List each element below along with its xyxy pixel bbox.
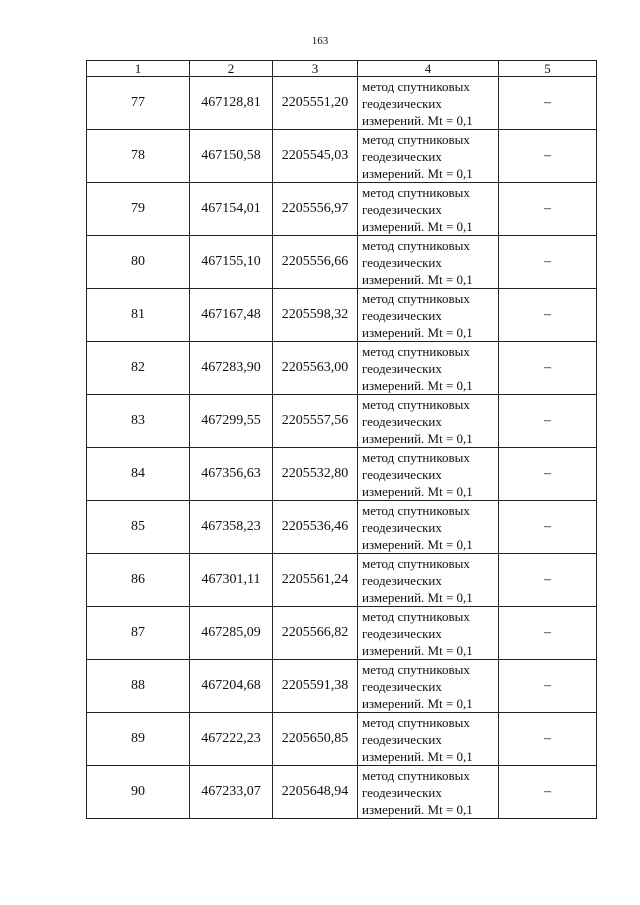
coordinates-table <box>86 60 597 819</box>
point-number-cell: 77 <box>87 77 190 130</box>
column-header-2: 2 <box>190 61 273 77</box>
method-line: измерений. Mt = 0,1 <box>362 324 473 340</box>
x-coordinate-cell: 467233,07 <box>190 766 273 819</box>
note-cell: – <box>499 183 597 236</box>
method-line: метод спутниковых <box>362 184 470 200</box>
table-row <box>87 766 597 819</box>
note-cell: – <box>499 660 597 713</box>
table-row <box>87 77 597 130</box>
y-coordinate-cell: 2205598,32 <box>273 289 358 342</box>
method-line: метод спутниковых <box>362 290 470 306</box>
y-coordinate-cell: 2205563,00 <box>273 342 358 395</box>
table-row <box>87 289 597 342</box>
method-line: измерений. Mt = 0,1 <box>362 271 473 287</box>
method-cell <box>358 766 499 819</box>
method-line: измерений. Mt = 0,1 <box>362 748 473 764</box>
method-line: геодезических <box>362 95 442 111</box>
y-coordinate-cell: 2205551,20 <box>273 77 358 130</box>
method-cell <box>358 130 499 183</box>
note-cell: – <box>499 554 597 607</box>
method-line: метод спутниковых <box>362 767 470 783</box>
method-line: измерений. Mt = 0,1 <box>362 695 473 711</box>
point-number-cell: 79 <box>87 183 190 236</box>
x-coordinate-cell: 467150,58 <box>190 130 273 183</box>
table-row <box>87 183 597 236</box>
method-cell <box>358 77 499 130</box>
table-header-row <box>87 61 597 77</box>
note-cell: – <box>499 77 597 130</box>
method-line: измерений. Mt = 0,1 <box>362 642 473 658</box>
note-cell: – <box>499 289 597 342</box>
table-body <box>87 77 597 819</box>
method-line: геодезических <box>362 519 442 535</box>
column-header-1: 1 <box>87 61 190 77</box>
column-header-3: 3 <box>273 61 358 77</box>
point-number-cell: 80 <box>87 236 190 289</box>
y-coordinate-cell: 2205648,94 <box>273 766 358 819</box>
point-number-cell: 90 <box>87 766 190 819</box>
method-line: метод спутниковых <box>362 131 470 147</box>
y-coordinate-cell: 2205532,80 <box>273 448 358 501</box>
point-number-cell: 85 <box>87 501 190 554</box>
method-cell <box>358 448 499 501</box>
y-coordinate-cell: 2205566,82 <box>273 607 358 660</box>
method-cell <box>358 713 499 766</box>
table-row <box>87 342 597 395</box>
y-coordinate-cell: 2205650,85 <box>273 713 358 766</box>
table-row <box>87 236 597 289</box>
method-cell <box>358 342 499 395</box>
method-line: измерений. Mt = 0,1 <box>362 430 473 446</box>
note-cell: – <box>499 342 597 395</box>
table-row <box>87 395 597 448</box>
x-coordinate-cell: 467285,09 <box>190 607 273 660</box>
x-coordinate-cell: 467301,11 <box>190 554 273 607</box>
x-coordinate-cell: 467299,55 <box>190 395 273 448</box>
table-row <box>87 130 597 183</box>
method-cell <box>358 554 499 607</box>
y-coordinate-cell: 2205591,38 <box>273 660 358 713</box>
note-cell: – <box>499 448 597 501</box>
note-cell: – <box>499 501 597 554</box>
method-line: метод спутниковых <box>362 555 470 571</box>
method-line: геодезических <box>362 413 442 429</box>
column-header-4: 4 <box>358 61 499 77</box>
method-line: метод спутниковых <box>362 343 470 359</box>
point-number-cell: 87 <box>87 607 190 660</box>
method-cell <box>358 607 499 660</box>
method-line: геодезических <box>362 360 442 376</box>
note-cell: – <box>499 395 597 448</box>
table-row <box>87 448 597 501</box>
x-coordinate-cell: 467167,48 <box>190 289 273 342</box>
table-row <box>87 607 597 660</box>
table-row <box>87 660 597 713</box>
method-line: геодезических <box>362 201 442 217</box>
point-number-cell: 86 <box>87 554 190 607</box>
x-coordinate-cell: 467283,90 <box>190 342 273 395</box>
column-header-5: 5 <box>499 61 597 77</box>
method-line: геодезических <box>362 254 442 270</box>
note-cell: – <box>499 713 597 766</box>
method-line: измерений. Mt = 0,1 <box>362 483 473 499</box>
note-cell: – <box>499 607 597 660</box>
y-coordinate-cell: 2205557,56 <box>273 395 358 448</box>
point-number-cell: 84 <box>87 448 190 501</box>
method-line: метод спутниковых <box>362 714 470 730</box>
method-cell <box>358 501 499 554</box>
table-row <box>87 713 597 766</box>
note-cell: – <box>499 766 597 819</box>
method-line: геодезических <box>362 148 442 164</box>
method-line: измерений. Mt = 0,1 <box>362 112 473 128</box>
note-cell: – <box>499 236 597 289</box>
method-cell <box>358 183 499 236</box>
method-line: измерений. Mt = 0,1 <box>362 377 473 393</box>
x-coordinate-cell: 467358,23 <box>190 501 273 554</box>
method-line: метод спутниковых <box>362 502 470 518</box>
x-coordinate-cell: 467356,63 <box>190 448 273 501</box>
point-number-cell: 83 <box>87 395 190 448</box>
method-line: метод спутниковых <box>362 661 470 677</box>
y-coordinate-cell: 2205536,46 <box>273 501 358 554</box>
point-number-cell: 88 <box>87 660 190 713</box>
x-coordinate-cell: 467222,23 <box>190 713 273 766</box>
x-coordinate-cell: 467155,10 <box>190 236 273 289</box>
table-row <box>87 501 597 554</box>
method-line: геодезических <box>362 731 442 747</box>
method-line: метод спутниковых <box>362 396 470 412</box>
point-number-cell: 82 <box>87 342 190 395</box>
method-line: измерений. Mt = 0,1 <box>362 536 473 552</box>
method-line: метод спутниковых <box>362 449 470 465</box>
point-number-cell: 89 <box>87 713 190 766</box>
method-line: измерений. Mt = 0,1 <box>362 589 473 605</box>
x-coordinate-cell: 467128,81 <box>190 77 273 130</box>
method-line: геодезических <box>362 307 442 323</box>
method-line: геодезических <box>362 784 442 800</box>
x-coordinate-cell: 467154,01 <box>190 183 273 236</box>
method-line: геодезических <box>362 572 442 588</box>
y-coordinate-cell: 2205545,03 <box>273 130 358 183</box>
point-number-cell: 78 <box>87 130 190 183</box>
table-row <box>87 554 597 607</box>
point-number-cell: 81 <box>87 289 190 342</box>
method-cell <box>358 395 499 448</box>
method-cell <box>358 236 499 289</box>
method-line: геодезических <box>362 625 442 641</box>
method-line: измерений. Mt = 0,1 <box>362 801 473 817</box>
note-cell: – <box>499 130 597 183</box>
method-line: метод спутниковых <box>362 78 470 94</box>
page-number: 163 <box>311 35 329 47</box>
y-coordinate-cell: 2205556,66 <box>273 236 358 289</box>
method-cell <box>358 289 499 342</box>
method-line: измерений. Mt = 0,1 <box>362 218 473 234</box>
method-line: геодезических <box>362 678 442 694</box>
y-coordinate-cell: 2205556,97 <box>273 183 358 236</box>
method-line: метод спутниковых <box>362 237 470 253</box>
x-coordinate-cell: 467204,68 <box>190 660 273 713</box>
method-cell <box>358 660 499 713</box>
method-line: измерений. Mt = 0,1 <box>362 165 473 181</box>
method-line: метод спутниковых <box>362 608 470 624</box>
y-coordinate-cell: 2205561,24 <box>273 554 358 607</box>
method-line: геодезических <box>362 466 442 482</box>
